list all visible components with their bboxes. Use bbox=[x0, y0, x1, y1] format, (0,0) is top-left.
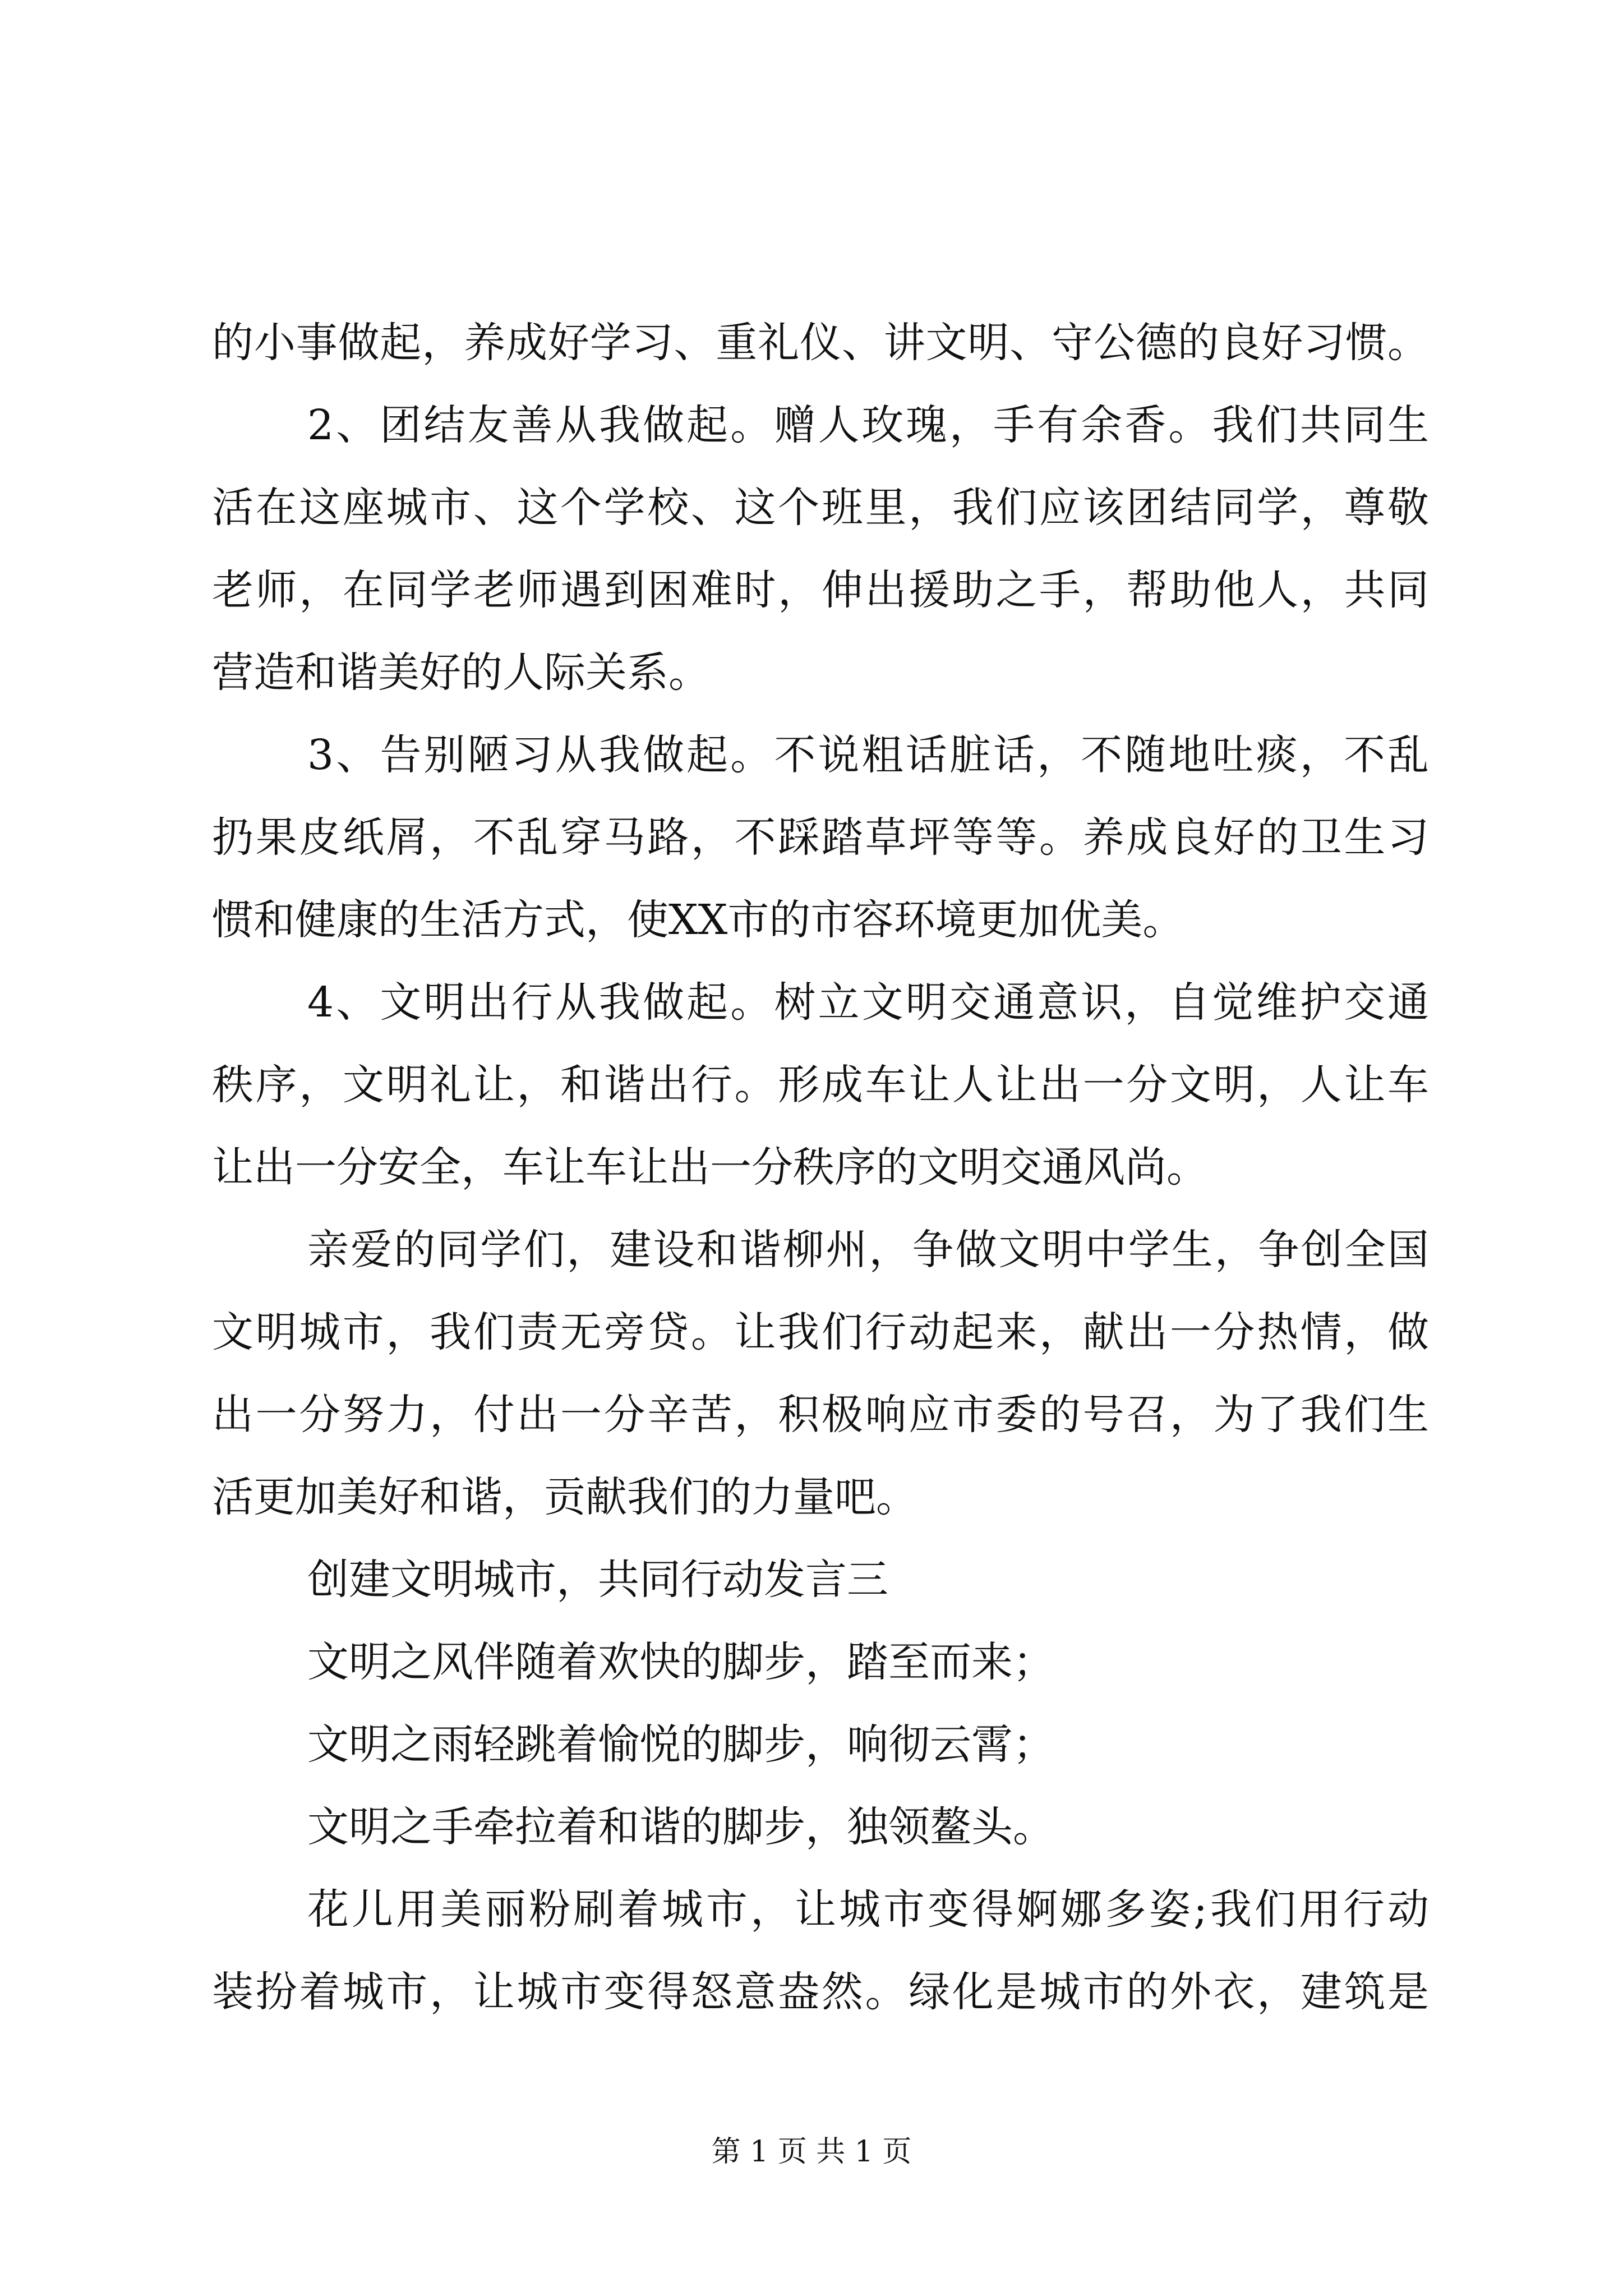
text-line: 扔果皮纸屑，不乱穿马路，不踩踏草坪等等。养成良好的卫生习 bbox=[212, 813, 1429, 862]
text-line: 2、团结友善从我做起。赠人玫瑰，手有余香。我们共同生 bbox=[307, 401, 1429, 449]
text-line: 4、文明出行从我做起。树立文明交通意识，自觉维护交通 bbox=[307, 978, 1429, 1027]
text-line: 文明之雨轻跳着愉悦的脚步，响彻云霄； bbox=[307, 1720, 1054, 1769]
text-line: 花儿用美丽粉刷着城市，让城市变得婀娜多姿;我们用行动 bbox=[307, 1885, 1429, 1934]
text-line: 活更加美好和谐，贡献我们的力量吧。 bbox=[212, 1473, 917, 1521]
section-heading: 创建文明城市，共同行动发言三 bbox=[307, 1556, 888, 1604]
text-line: 让出一分安全，车让车让出一分秩序的文明交通风尚。 bbox=[212, 1143, 1208, 1191]
text-line: 惯和健康的生活方式，使XX市的市容环境更加优美。 bbox=[212, 896, 1184, 944]
text-line: 秩序，文明礼让，和谐出行。形成车让人让出一分文明，人让车 bbox=[212, 1061, 1429, 1109]
text-line: 亲爱的同学们，建设和谐柳州，争做文明中学生，争创全国 bbox=[307, 1226, 1429, 1274]
document-body bbox=[212, 302, 1429, 2033]
text-line: 活在这座城市、这个学校、这个班里，我们应该团结同学，尊敬 bbox=[212, 484, 1429, 532]
text-line: 出一分努力，付出一分辛苦，积极响应市委的号召，为了我们生 bbox=[212, 1391, 1429, 1439]
text-line: 营造和谐美好的人际关系。 bbox=[212, 648, 710, 697]
text-line: 老师，在同学老师遇到困难时，伸出援助之手，帮助他人，共同 bbox=[212, 566, 1429, 614]
text-line: 的小事做起，养成好学习、重礼仪、讲文明、守公德的良好习惯。 bbox=[212, 319, 1429, 367]
text-line: 文明之手牵拉着和谐的脚步，独领鳌头。 bbox=[307, 1803, 1054, 1851]
page-footer: 第 1 页 共 1 页 bbox=[711, 2135, 912, 2169]
text-line: 文明城市，我们责无旁贷。让我们行动起来，献出一分热情，做 bbox=[212, 1308, 1429, 1356]
text-line: 文明之风伴随着欢快的脚步，踏至而来； bbox=[307, 1638, 1054, 1686]
text-line: 装扮着城市，让城市变得怒意盎然。绿化是城市的外衣，建筑是 bbox=[212, 1968, 1429, 2016]
text-line: 3、告别陋习从我做起。不说粗话脏话，不随地吐痰，不乱 bbox=[307, 731, 1429, 779]
